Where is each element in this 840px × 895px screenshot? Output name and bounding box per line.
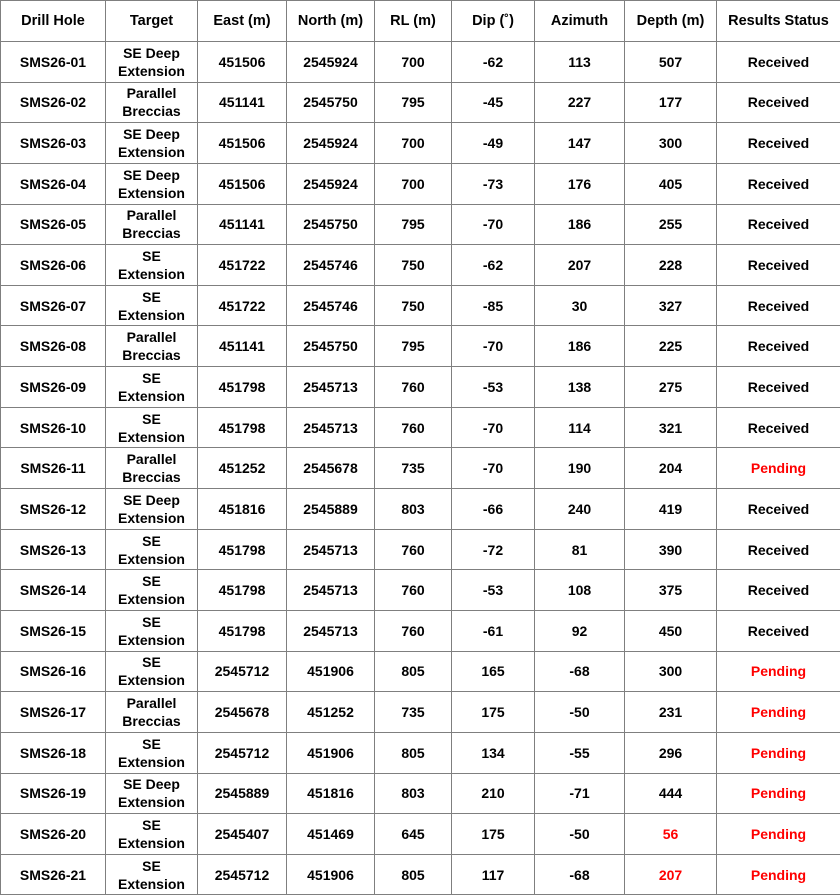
dip-cell: -45 xyxy=(452,82,535,123)
depth-cell: 444 xyxy=(625,773,717,814)
table-row xyxy=(1,814,840,855)
depth-cell: 375 xyxy=(625,570,717,611)
north-cell: 451906 xyxy=(287,732,375,773)
north-cell: 2545713 xyxy=(287,570,375,611)
depth-cell: 275 xyxy=(625,367,717,408)
drill-hole-cell: SMS26-01 xyxy=(1,42,106,83)
depth-cell: 228 xyxy=(625,245,717,286)
dip-cell: -61 xyxy=(452,610,535,651)
col-header-rl: RL (m) xyxy=(375,1,452,42)
depth-cell: 390 xyxy=(625,529,717,570)
target-cell: SE Extension xyxy=(106,651,198,692)
east-cell: 2545889 xyxy=(198,773,287,814)
dip-cell: -62 xyxy=(452,42,535,83)
east-cell: 451141 xyxy=(198,82,287,123)
table-body xyxy=(1,42,840,895)
results-status-cell: Pending xyxy=(717,651,840,692)
azimuth-cell: 114 xyxy=(535,407,625,448)
dip-cell: -73 xyxy=(452,163,535,204)
dip-cell: 134 xyxy=(452,732,535,773)
azimuth-cell: -50 xyxy=(535,692,625,733)
table-row xyxy=(1,245,840,286)
dip-cell: -49 xyxy=(452,123,535,164)
east-cell: 451816 xyxy=(198,489,287,530)
drill-hole-cell: SMS26-12 xyxy=(1,489,106,530)
depth-cell: 321 xyxy=(625,407,717,448)
table-row xyxy=(1,123,840,164)
target-cell: SE Deep Extension xyxy=(106,123,198,164)
target-cell: SE Extension xyxy=(106,814,198,855)
table-row xyxy=(1,773,840,814)
north-cell: 451906 xyxy=(287,854,375,895)
target-cell: SE Extension xyxy=(106,570,198,611)
results-status-cell: Received xyxy=(717,204,840,245)
east-cell: 451798 xyxy=(198,367,287,408)
table-row xyxy=(1,732,840,773)
col-header-azimuth: Azimuth xyxy=(535,1,625,42)
depth-cell: 327 xyxy=(625,285,717,326)
target-cell: Parallel Breccias xyxy=(106,448,198,489)
rl-cell: 803 xyxy=(375,489,452,530)
target-cell: SE Deep Extension xyxy=(106,773,198,814)
results-status-cell: Pending xyxy=(717,814,840,855)
dip-cell: -53 xyxy=(452,570,535,611)
north-cell: 2545713 xyxy=(287,529,375,570)
target-cell: Parallel Breccias xyxy=(106,326,198,367)
azimuth-cell: -55 xyxy=(535,732,625,773)
north-cell: 451469 xyxy=(287,814,375,855)
target-cell: SE Extension xyxy=(106,610,198,651)
table-row xyxy=(1,163,840,204)
north-cell: 2545713 xyxy=(287,407,375,448)
rl-cell: 735 xyxy=(375,448,452,489)
table-row xyxy=(1,610,840,651)
target-cell: SE Extension xyxy=(106,245,198,286)
azimuth-cell: 207 xyxy=(535,245,625,286)
drill-hole-cell: SMS26-02 xyxy=(1,82,106,123)
results-status-cell: Received xyxy=(717,82,840,123)
east-cell: 451506 xyxy=(198,163,287,204)
dip-cell: -66 xyxy=(452,489,535,530)
azimuth-cell: 147 xyxy=(535,123,625,164)
depth-cell: 225 xyxy=(625,326,717,367)
rl-cell: 700 xyxy=(375,163,452,204)
dip-cell: 117 xyxy=(452,854,535,895)
east-cell: 451506 xyxy=(198,123,287,164)
drill-hole-cell: SMS26-13 xyxy=(1,529,106,570)
north-cell: 2545924 xyxy=(287,163,375,204)
azimuth-cell: -68 xyxy=(535,651,625,692)
target-cell: SE Deep Extension xyxy=(106,42,198,83)
rl-cell: 760 xyxy=(375,610,452,651)
table-row xyxy=(1,529,840,570)
dip-cell: -70 xyxy=(452,407,535,448)
target-cell: SE Deep Extension xyxy=(106,163,198,204)
azimuth-cell: 81 xyxy=(535,529,625,570)
drill-hole-cell: SMS26-14 xyxy=(1,570,106,611)
drill-hole-cell: SMS26-11 xyxy=(1,448,106,489)
rl-cell: 760 xyxy=(375,529,452,570)
east-cell: 451506 xyxy=(198,42,287,83)
north-cell: 2545924 xyxy=(287,42,375,83)
results-status-cell: Received xyxy=(717,245,840,286)
drill-hole-cell: SMS26-15 xyxy=(1,610,106,651)
dip-cell: -53 xyxy=(452,367,535,408)
north-cell: 2545750 xyxy=(287,204,375,245)
table-row xyxy=(1,854,840,895)
table-row xyxy=(1,367,840,408)
azimuth-cell: 240 xyxy=(535,489,625,530)
azimuth-cell: 113 xyxy=(535,42,625,83)
azimuth-cell: 190 xyxy=(535,448,625,489)
results-status-cell: Pending xyxy=(717,732,840,773)
drill-hole-cell: SMS26-09 xyxy=(1,367,106,408)
target-cell: SE Extension xyxy=(106,407,198,448)
drill-hole-cell: SMS26-04 xyxy=(1,163,106,204)
depth-cell: 207 xyxy=(625,854,717,895)
drill-hole-cell: SMS26-21 xyxy=(1,854,106,895)
results-status-cell: Received xyxy=(717,610,840,651)
east-cell: 2545678 xyxy=(198,692,287,733)
rl-cell: 805 xyxy=(375,732,452,773)
east-cell: 451252 xyxy=(198,448,287,489)
table-row xyxy=(1,570,840,611)
east-cell: 451798 xyxy=(198,529,287,570)
col-header-results-status: Results Status xyxy=(717,1,840,42)
dip-cell: -70 xyxy=(452,204,535,245)
drill-hole-cell: SMS26-03 xyxy=(1,123,106,164)
azimuth-cell: 30 xyxy=(535,285,625,326)
target-cell: Parallel Breccias xyxy=(106,692,198,733)
east-cell: 2545712 xyxy=(198,732,287,773)
results-status-cell: Received xyxy=(717,285,840,326)
table-row xyxy=(1,82,840,123)
depth-cell: 255 xyxy=(625,204,717,245)
azimuth-cell: 138 xyxy=(535,367,625,408)
results-status-cell: Received xyxy=(717,326,840,367)
north-cell: 2545746 xyxy=(287,245,375,286)
dip-cell: 210 xyxy=(452,773,535,814)
rl-cell: 760 xyxy=(375,367,452,408)
azimuth-cell: 176 xyxy=(535,163,625,204)
azimuth-cell: 227 xyxy=(535,82,625,123)
col-header-dip: Dip (˚) xyxy=(452,1,535,42)
col-header-drill-hole: Drill Hole xyxy=(1,1,106,42)
rl-cell: 700 xyxy=(375,123,452,164)
dip-cell: 175 xyxy=(452,692,535,733)
dip-cell: -72 xyxy=(452,529,535,570)
north-cell: 2545746 xyxy=(287,285,375,326)
results-status-cell: Received xyxy=(717,489,840,530)
depth-cell: 405 xyxy=(625,163,717,204)
rl-cell: 760 xyxy=(375,570,452,611)
table-row xyxy=(1,326,840,367)
target-cell: Parallel Breccias xyxy=(106,204,198,245)
drill-hole-cell: SMS26-10 xyxy=(1,407,106,448)
rl-cell: 795 xyxy=(375,326,452,367)
drill-hole-cell: SMS26-07 xyxy=(1,285,106,326)
north-cell: 451816 xyxy=(287,773,375,814)
drill-hole-cell: SMS26-19 xyxy=(1,773,106,814)
col-header-north: North (m) xyxy=(287,1,375,42)
rl-cell: 750 xyxy=(375,245,452,286)
table-row xyxy=(1,448,840,489)
east-cell: 451141 xyxy=(198,326,287,367)
table-row xyxy=(1,42,840,83)
drill-hole-cell: SMS26-16 xyxy=(1,651,106,692)
rl-cell: 795 xyxy=(375,204,452,245)
depth-cell: 507 xyxy=(625,42,717,83)
depth-cell: 56 xyxy=(625,814,717,855)
north-cell: 2545678 xyxy=(287,448,375,489)
east-cell: 451798 xyxy=(198,610,287,651)
target-cell: SE Extension xyxy=(106,367,198,408)
east-cell: 2545407 xyxy=(198,814,287,855)
east-cell: 451722 xyxy=(198,285,287,326)
dip-cell: -85 xyxy=(452,285,535,326)
depth-cell: 300 xyxy=(625,123,717,164)
results-status-cell: Received xyxy=(717,367,840,408)
results-status-cell: Pending xyxy=(717,773,840,814)
table-row xyxy=(1,692,840,733)
north-cell: 2545750 xyxy=(287,82,375,123)
target-cell: Parallel Breccias xyxy=(106,82,198,123)
rl-cell: 805 xyxy=(375,651,452,692)
col-header-depth: Depth (m) xyxy=(625,1,717,42)
results-status-cell: Received xyxy=(717,123,840,164)
north-cell: 451252 xyxy=(287,692,375,733)
dip-cell: -62 xyxy=(452,245,535,286)
depth-cell: 419 xyxy=(625,489,717,530)
east-cell: 451798 xyxy=(198,407,287,448)
azimuth-cell: -50 xyxy=(535,814,625,855)
azimuth-cell: 186 xyxy=(535,326,625,367)
drill-hole-cell: SMS26-18 xyxy=(1,732,106,773)
depth-cell: 177 xyxy=(625,82,717,123)
azimuth-cell: -71 xyxy=(535,773,625,814)
north-cell: 2545713 xyxy=(287,610,375,651)
col-header-east: East (m) xyxy=(198,1,287,42)
drill-hole-cell: SMS26-05 xyxy=(1,204,106,245)
east-cell: 451798 xyxy=(198,570,287,611)
table-row xyxy=(1,407,840,448)
rl-cell: 750 xyxy=(375,285,452,326)
results-status-cell: Pending xyxy=(717,448,840,489)
results-status-cell: Received xyxy=(717,529,840,570)
col-header-target: Target xyxy=(106,1,198,42)
rl-cell: 803 xyxy=(375,773,452,814)
target-cell: SE Extension xyxy=(106,854,198,895)
results-status-cell: Pending xyxy=(717,692,840,733)
rl-cell: 795 xyxy=(375,82,452,123)
dip-cell: 165 xyxy=(452,651,535,692)
azimuth-cell: 186 xyxy=(535,204,625,245)
north-cell: 2545889 xyxy=(287,489,375,530)
north-cell: 2545713 xyxy=(287,367,375,408)
east-cell: 2545712 xyxy=(198,651,287,692)
dip-cell: -70 xyxy=(452,326,535,367)
drill-hole-cell: SMS26-20 xyxy=(1,814,106,855)
results-status-cell: Pending xyxy=(717,854,840,895)
east-cell: 2545712 xyxy=(198,854,287,895)
target-cell: SE Extension xyxy=(106,529,198,570)
target-cell: SE Extension xyxy=(106,732,198,773)
azimuth-cell: -68 xyxy=(535,854,625,895)
rl-cell: 700 xyxy=(375,42,452,83)
north-cell: 451906 xyxy=(287,651,375,692)
east-cell: 451141 xyxy=(198,204,287,245)
table-row xyxy=(1,651,840,692)
table-row xyxy=(1,489,840,530)
drill-hole-cell: SMS26-17 xyxy=(1,692,106,733)
azimuth-cell: 92 xyxy=(535,610,625,651)
drill-hole-cell: SMS26-08 xyxy=(1,326,106,367)
results-status-cell: Received xyxy=(717,163,840,204)
depth-cell: 300 xyxy=(625,651,717,692)
depth-cell: 296 xyxy=(625,732,717,773)
header-row xyxy=(1,1,840,42)
dip-cell: 175 xyxy=(452,814,535,855)
target-cell: SE Deep Extension xyxy=(106,489,198,530)
results-status-cell: Received xyxy=(717,570,840,611)
target-cell: SE Extension xyxy=(106,285,198,326)
north-cell: 2545750 xyxy=(287,326,375,367)
azimuth-cell: 108 xyxy=(535,570,625,611)
results-status-cell: Received xyxy=(717,407,840,448)
dip-cell: -70 xyxy=(452,448,535,489)
depth-cell: 204 xyxy=(625,448,717,489)
north-cell: 2545924 xyxy=(287,123,375,164)
rl-cell: 760 xyxy=(375,407,452,448)
table-row xyxy=(1,204,840,245)
depth-cell: 231 xyxy=(625,692,717,733)
rl-cell: 735 xyxy=(375,692,452,733)
drill-hole-cell: SMS26-06 xyxy=(1,245,106,286)
rl-cell: 805 xyxy=(375,854,452,895)
table-row xyxy=(1,285,840,326)
results-status-cell: Received xyxy=(717,42,840,83)
east-cell: 451722 xyxy=(198,245,287,286)
rl-cell: 645 xyxy=(375,814,452,855)
depth-cell: 450 xyxy=(625,610,717,651)
